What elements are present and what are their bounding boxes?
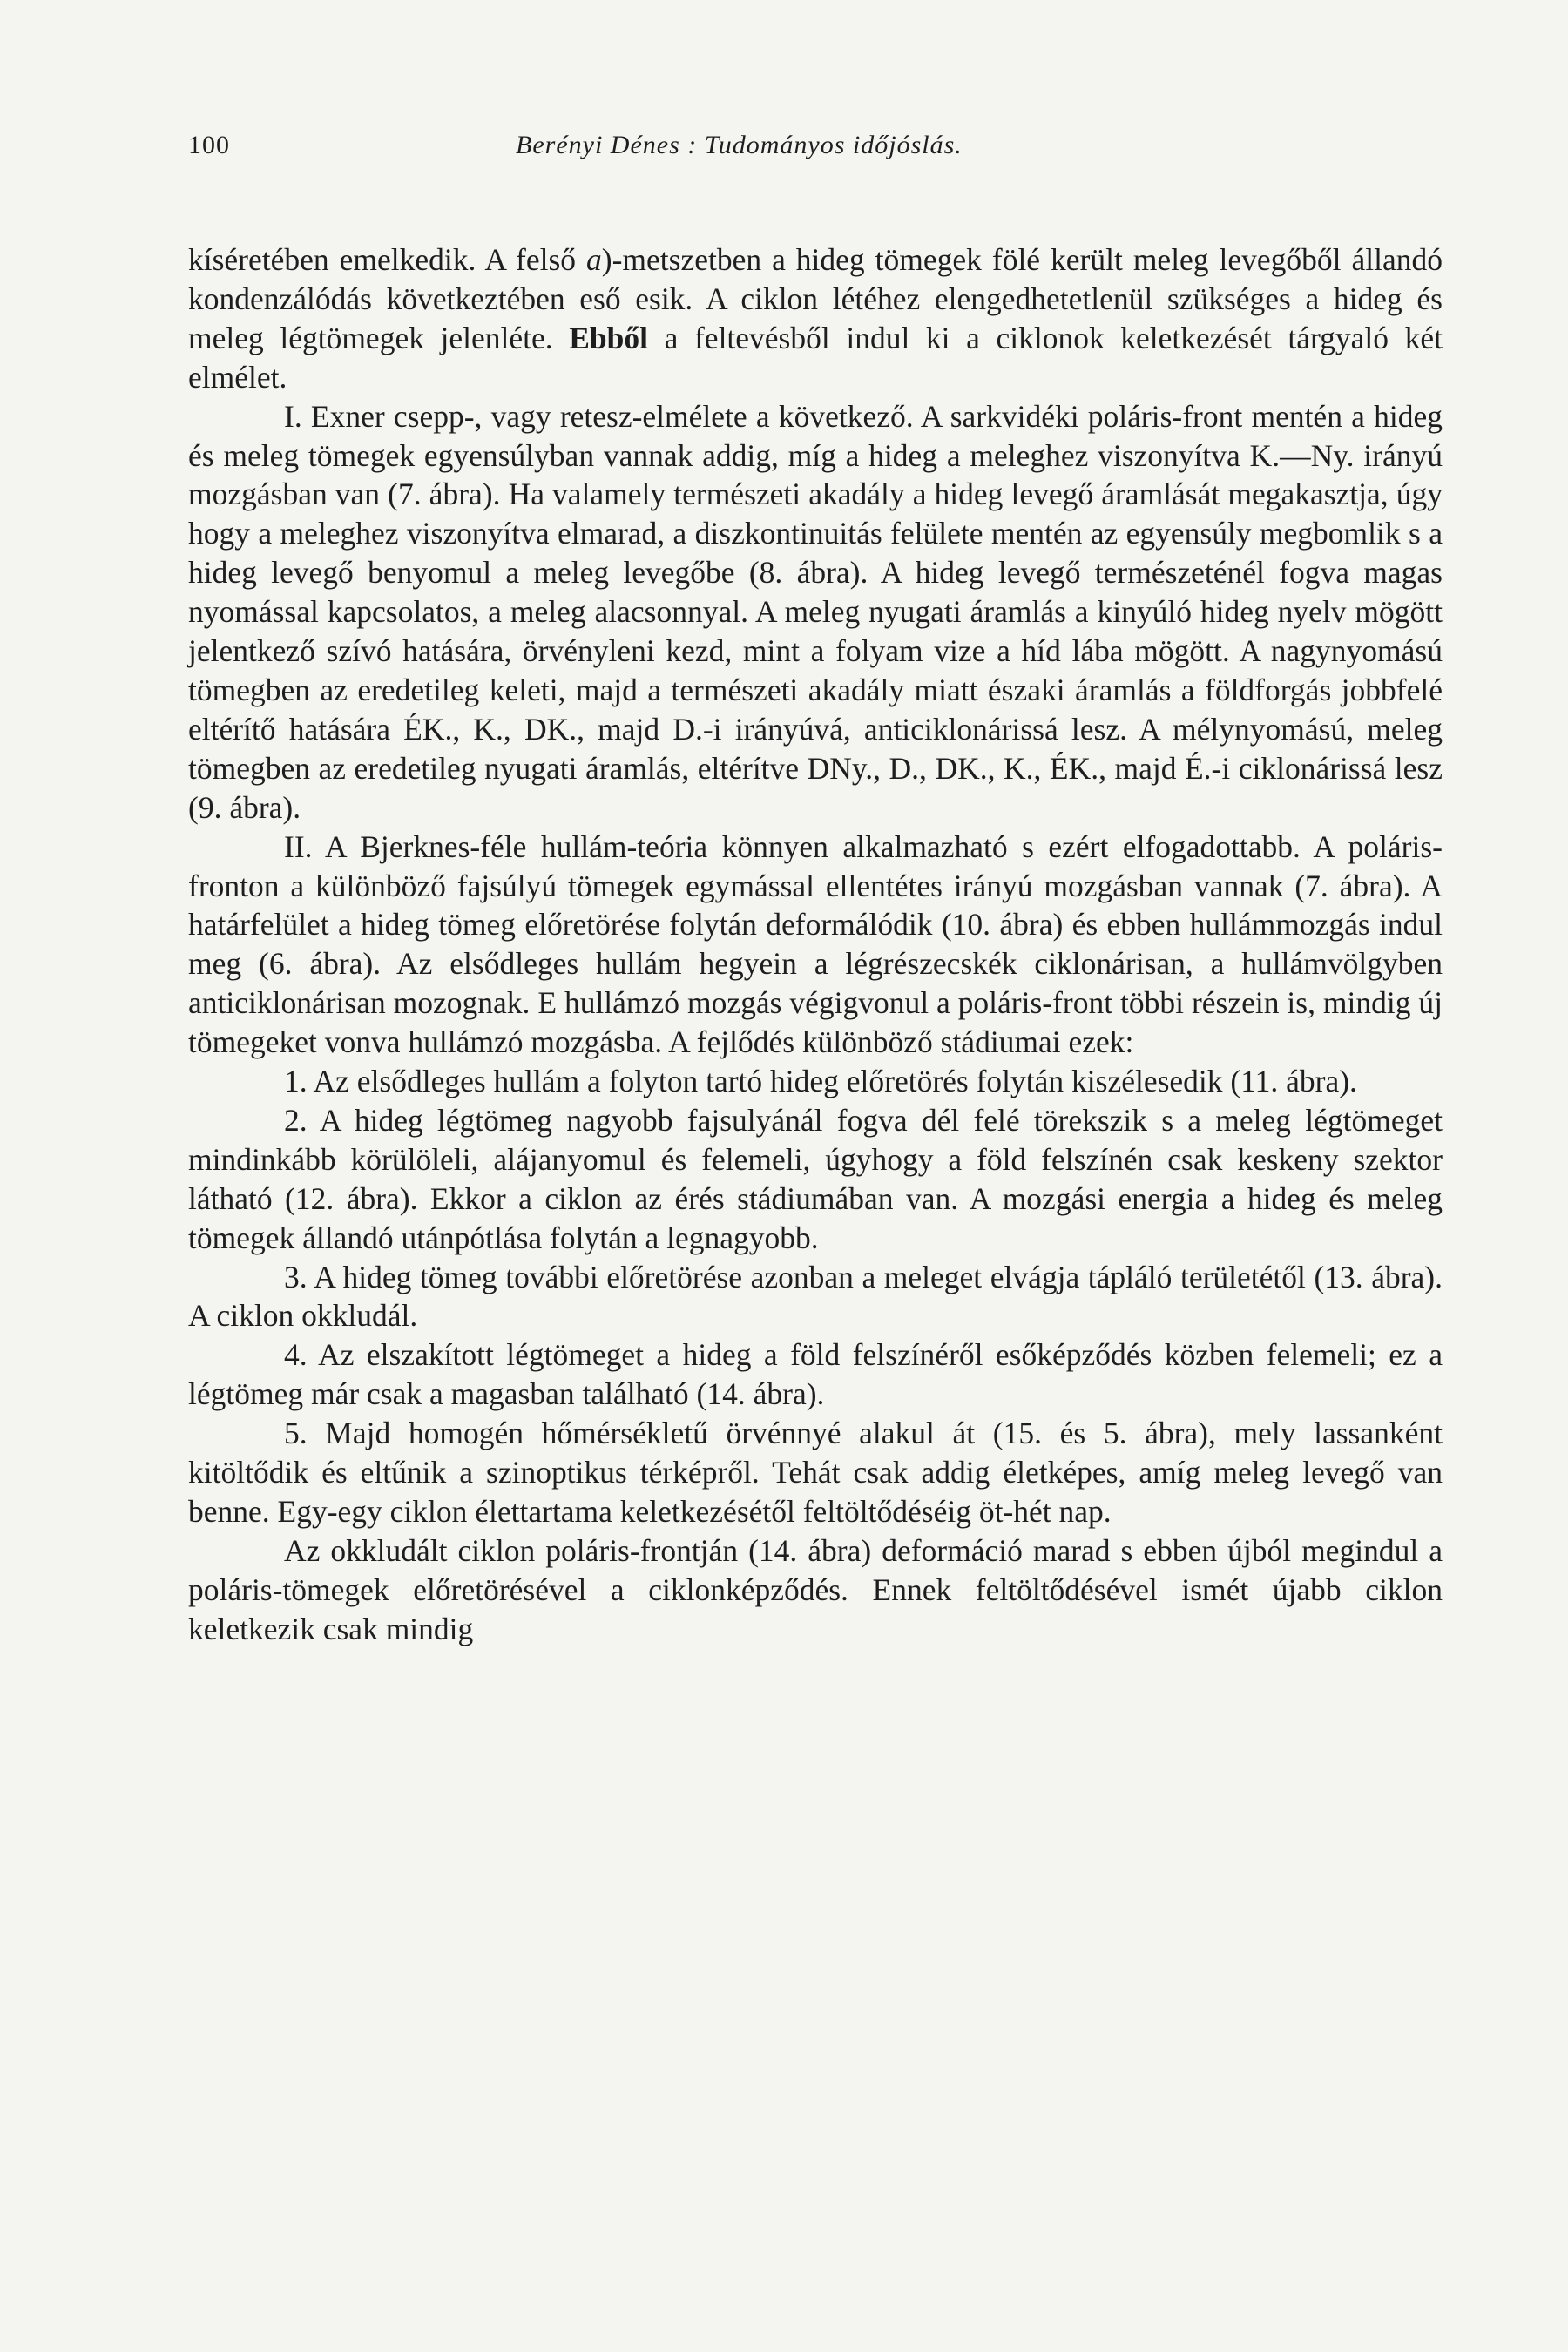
bold-word: Ebből (569, 320, 649, 355)
text-run: a feltevésből indul ki a ciklonok keletkezését tárgyaló két elmélet. (188, 320, 1443, 395)
paragraph-stage-2: 2. A hideg légtömeg nagyobb fajsulyánál fogva dél felé törekszik s a meleg légtömeget mindinkább körülöleli, alájanyomul és felemeli, úgyhogy a föld felszínén csak keskeny szektor látható (12. ábra). Ekkor a ciklon az érés stádiumában van. A mozgási energia a hideg és meleg tömegek állandó utánpótlása folytán a legnagyobb. (188, 1102, 1443, 1255)
body-text (188, 240, 1443, 1649)
page-header (188, 131, 1443, 166)
running-head: Berényi Dénes : Tudományos időjóslás. (516, 131, 963, 159)
paragraph-occluded-cyclone: Az okkludált ciklon poláris-frontján (14. ábra) deformáció marad s ebben újból megindul a poláris-tömegek előretörésével a ciklonképződés. Ennek feltöltődésével ismét újabb ciklon keletkezik csak mindig (188, 1532, 1443, 1646)
paragraph-exner-theory: I. Exner csepp-, vagy retesz-elmélete a következő. A sarkvidéki poláris-front mentén a hideg és meleg tömegek egyensúlyban vannak addig, míg a hideg a meleghez viszonyítva K.—Ny. irányú mozgásban van (7. ábra). Ha valamely természeti akadály a hideg levegő áramlását megakasztja, úgy hogy a meleghez viszonyítva elmarad, a diszkontinuitás felülete mentén az egyensúly megbomlik s a hideg levegő benyomul a meleg levegőbe (8. ábra). A hideg levegő természeténél fogva magas nyomással kapcsolatos, a meleg alacsonnyal. A meleg nyugati áramlás a kinyúló hideg nyelv mögött jelentkező szívó hatására, örvényleni kezd, mint a folyam vize a híd lába mögött. A nagynyomású tömegben az eredetileg keleti, majd a természeti akadály miatt északi áramlás a földforgás jobbfelé eltérítő hatására ÉK., K., DK., majd D.-i irányúvá, anticiklonárissá lesz. A mélynyomású, meleg tömegben az eredetileg nyugati áramlás, eltérítve DNy., D., DK., K., ÉK., majd É.-i ciklonárissá lesz (9. ábra). (188, 398, 1443, 825)
paragraph-stage-4: 4. Az elszakított légtömeget a hideg a föld felszínéről esőképződés közben felemeli; ez a légtömeg már csak a magasban található (14. ábra). (188, 1337, 1443, 1412)
text-run: kíséretében emelkedik. A felső (188, 242, 587, 277)
paragraph-continuation (188, 240, 1443, 397)
text-run: )-metszetben a hideg tömegek fölé került meleg levegőből állandó kondenzálódás következtében eső esik. A ciklon létéhez elengedhetetlenül szükséges a hideg és meleg légtömegek jelenléte. (188, 242, 1443, 355)
italic-letter: a (586, 242, 602, 277)
paragraph-stage-5: 5. Majd homogén hőmérsékletű örvénnyé alakul át (15. és 5. ábra), mely lassanként kitöltődik és eltűnik a szinoptikus térképről. Tehát csak addig életképes, amíg meleg levegő van benne. Egy-egy ciklon élettartama keletkezésétől feltöltődéséig öt-hét nap. (188, 1416, 1443, 1529)
paragraph-bjerknes-theory: II. A Bjerknes-féle hullám-teória könnyen alkalmazható s ezért elfogadottabb. A poláris-fronton a különböző fajsúlyú tömegek egymással ellentétes irányú mozgásban vannak (7. ábra). A határfelület a hideg tömeg előretörése folytán deformálódik (10. ábra) és ebben hullámmozgás indul meg (6. ábra). Az elsődleges hullám hegyein a légrészecskék ciklonárisan, a hullámvölgyben anticiklonárisan mozognak. E hullámzó mozgás végigvonul a poláris-front többi részein is, mindig új tömegeket vonva hullámzó mozgásba. A fejlődés különböző stádiumai ezek: (188, 828, 1443, 1060)
paragraph-stage-3: 3. A hideg tömeg további előretörése azonban a meleget elvágja tápláló területétől (13. ábra). A ciklon okkludál. (188, 1259, 1443, 1334)
paragraph-stage-1: 1. Az elsődleges hullám a folyton tartó hideg előretörés folytán kiszélesedik (11. ábra). (284, 1064, 1357, 1099)
page-number: 100 (188, 131, 230, 159)
